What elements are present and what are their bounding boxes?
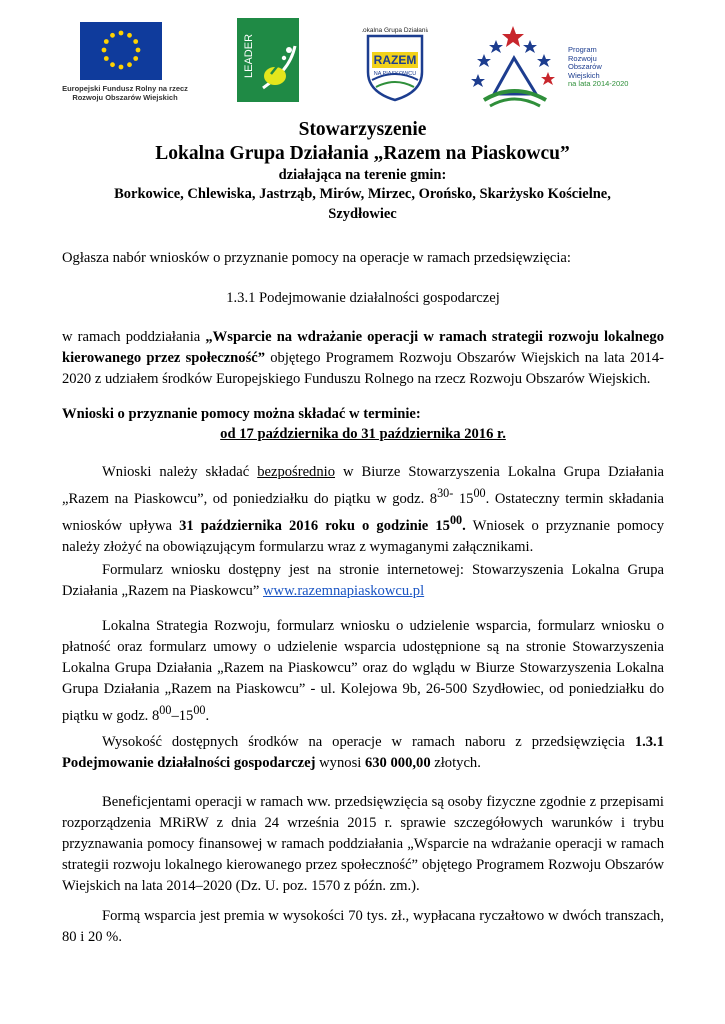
p2-text-h: Wniosek o przyznanie pomocy należy złożyć na obowiązującym formularzu wraz z wymaganymi załącznikami. <box>62 517 665 555</box>
form-availability-paragraph <box>62 560 664 602</box>
eu-flag-logo <box>80 22 162 80</box>
p5-text-e: złotych. <box>430 755 481 771</box>
program-paragraph <box>62 327 664 390</box>
p7-text: Formą wsparcia jest premia w wysokości 70 tys. zł., wypłacana ryczałtowo w dwóch transzach, 80 i 20 %. <box>62 908 664 945</box>
prow-emblem-icon <box>470 24 566 110</box>
prow-logo <box>470 24 670 110</box>
communes-list: Borkowice, Chlewiska, Jastrząb, Mirów, Mirzec, Orońsko, Skarżysko Kościelne, <box>114 186 611 202</box>
support-form-paragraph <box>62 906 664 948</box>
p4-text-a: Lokalna Strategia Rozwoju, formularz wniosku o udzielenie wsparcia, formularz wniosku o płatność oraz formularz umowy o udzielenie wsparcia udostępnione są na stronie Stowarzyszenia Lokalna Grupa Działania „Razem na Piaskowcu” oraz do wglądu w Biurze Stowarzyszenia Lokalna Grupa Działania „Razem na Piaskowcu” - ul. Kolejowa 9b, 26-500 Szydłowiec, od poniedziałku do piątku w godz. 8 <box>62 618 664 724</box>
eu-stars-icon <box>80 22 162 80</box>
p2-text-e: . Ostateczny termin składania wniosków upływa <box>62 490 664 534</box>
communes-list-cont: Szydłowiec <box>328 206 397 222</box>
p4-text-b: –15 <box>171 707 194 724</box>
p1-submeasure-name: „Wsparcie na wdrażanie operacji w ramach strategii rozwoju lokalnego kierowanego przez społeczność” <box>62 329 664 366</box>
submission-paragraph <box>62 462 664 558</box>
lgd-arc-text: Lokalna Grupa Działania <box>362 27 428 34</box>
prow-line-4: Wiejskich <box>568 70 600 80</box>
deadline-label <box>62 404 664 425</box>
p5-text-c: wynosi <box>315 755 365 771</box>
eu-fund-caption <box>40 84 210 102</box>
lgd-razem-logo <box>362 24 428 102</box>
prow-caption <box>568 46 628 89</box>
p4-sup-2: 00 <box>193 703 206 717</box>
p5-amount: 630 000,00 <box>364 755 431 771</box>
p2-text-directly: bezpośrednio <box>257 464 335 480</box>
area-intro: działająca na terenie gmin: <box>278 167 447 183</box>
p5-text-a: Wysokość dostępnych środków na operacje w ramach naboru z przedsięwzięcia <box>102 734 635 750</box>
org-type-heading: Stowarzyszenie <box>298 119 427 140</box>
org-name-heading: Lokalna Grupa Działania „Razem na Piaskowcu” <box>155 143 570 164</box>
intro-text: Ogłasza nabór wniosków o przyznanie pomocy na operacje w ramach przedsięwzięcia: <box>62 250 571 266</box>
lgd-shield-icon <box>362 24 428 102</box>
intro-paragraph <box>62 248 664 269</box>
prow-line-2: Rozwoju <box>568 53 597 63</box>
p2-deadline: 31 października 2016 roku o godzinie 15 <box>179 517 450 534</box>
prow-line-3: Obszarów <box>568 62 602 72</box>
p2-sup-2: 00 <box>473 486 486 500</box>
p6-text: Beneficjentami operacji w ramach ww. przedsięwzięcia są osoby fizyczne zgodnie z przepisami rozporządzenia MRiRW z dnia 24 września 2015 r. sprawie szczegółowych warunków i trybu przyznawania pomocy finansowej w ramach poddziałania „Wsparcie na wdrażanie operacji w ramach strategii rozwoju lokalnego kierowanego przez społeczność” objętego Programem Rozwoju Obszarów Wiejskich na lata 2014–2020 (Dz. U. poz. 1570 z późn. zm.). <box>62 794 664 894</box>
prow-years: na lata 2014-2020 <box>568 79 629 89</box>
lgd-sub-text: NA PIASKOWCU <box>373 71 417 77</box>
website-link[interactable]: www.razemnapiaskowcu.pl <box>263 583 425 599</box>
p2-text-c: w Biurze Stowarzyszenia Lokalna Grupa Działania „Razem na Piaskowcu”, od poniedziałku do piątku w godz. 8 <box>62 464 664 507</box>
p2-sup-3: 00 <box>449 512 463 527</box>
leader-logo <box>237 18 299 102</box>
eu-caption-line-2: Rozwoju Obszarów Wiejskich <box>72 93 178 102</box>
leader-text: LEADER <box>243 33 255 78</box>
p1-text-a: w ramach poddziałania <box>62 329 206 345</box>
p2-text-g: . <box>462 517 466 534</box>
p3-text-a: Formularz wniosku dostępny jest na stronie internetowej: Stowarzyszenia Lokalna Grupa Działania „Razem na Piaskowcu” <box>62 562 664 599</box>
beneficiaries-paragraph <box>62 792 664 897</box>
p1-text-c: objętego Programem Rozwoju Obszarów Wiejskich na lata 2014-2020 z udziałem środków Europejskiego Funduszu Rolnego na rzecz Rozwoju Obszarów Wiejskich. <box>62 350 665 387</box>
logo-bar <box>0 10 725 110</box>
document-header <box>30 118 695 224</box>
p2-text-d: 15 <box>453 490 474 507</box>
p2-sup-1: 30- <box>437 486 454 500</box>
p2-text-a: Wnioski należy składać <box>102 464 258 480</box>
p5-measure: 1.3.1 Podejmowanie działalności gospodarczej <box>62 734 664 771</box>
deadline-dates-text: od 17 października do 31 października 2016 r. <box>220 426 506 442</box>
leader-emblem-icon <box>237 18 299 102</box>
p4-text-c: . <box>205 707 210 724</box>
lgd-name-text: RAZEM <box>373 53 417 67</box>
p4-sup-1: 00 <box>159 703 172 717</box>
measure-title: 1.3.1 Podejmowanie działalności gospodarczej <box>226 290 500 306</box>
deadline-dates <box>62 424 664 445</box>
strategy-paragraph <box>62 616 664 727</box>
deadline-label-text: Wnioski o przyznanie pomocy można składać w terminie: <box>62 406 421 422</box>
eu-caption-line-1: Europejski Fundusz Rolny na rzecz <box>62 84 188 93</box>
funds-paragraph <box>62 732 664 774</box>
prow-line-1: Program <box>568 45 597 54</box>
measure-heading <box>62 288 664 309</box>
